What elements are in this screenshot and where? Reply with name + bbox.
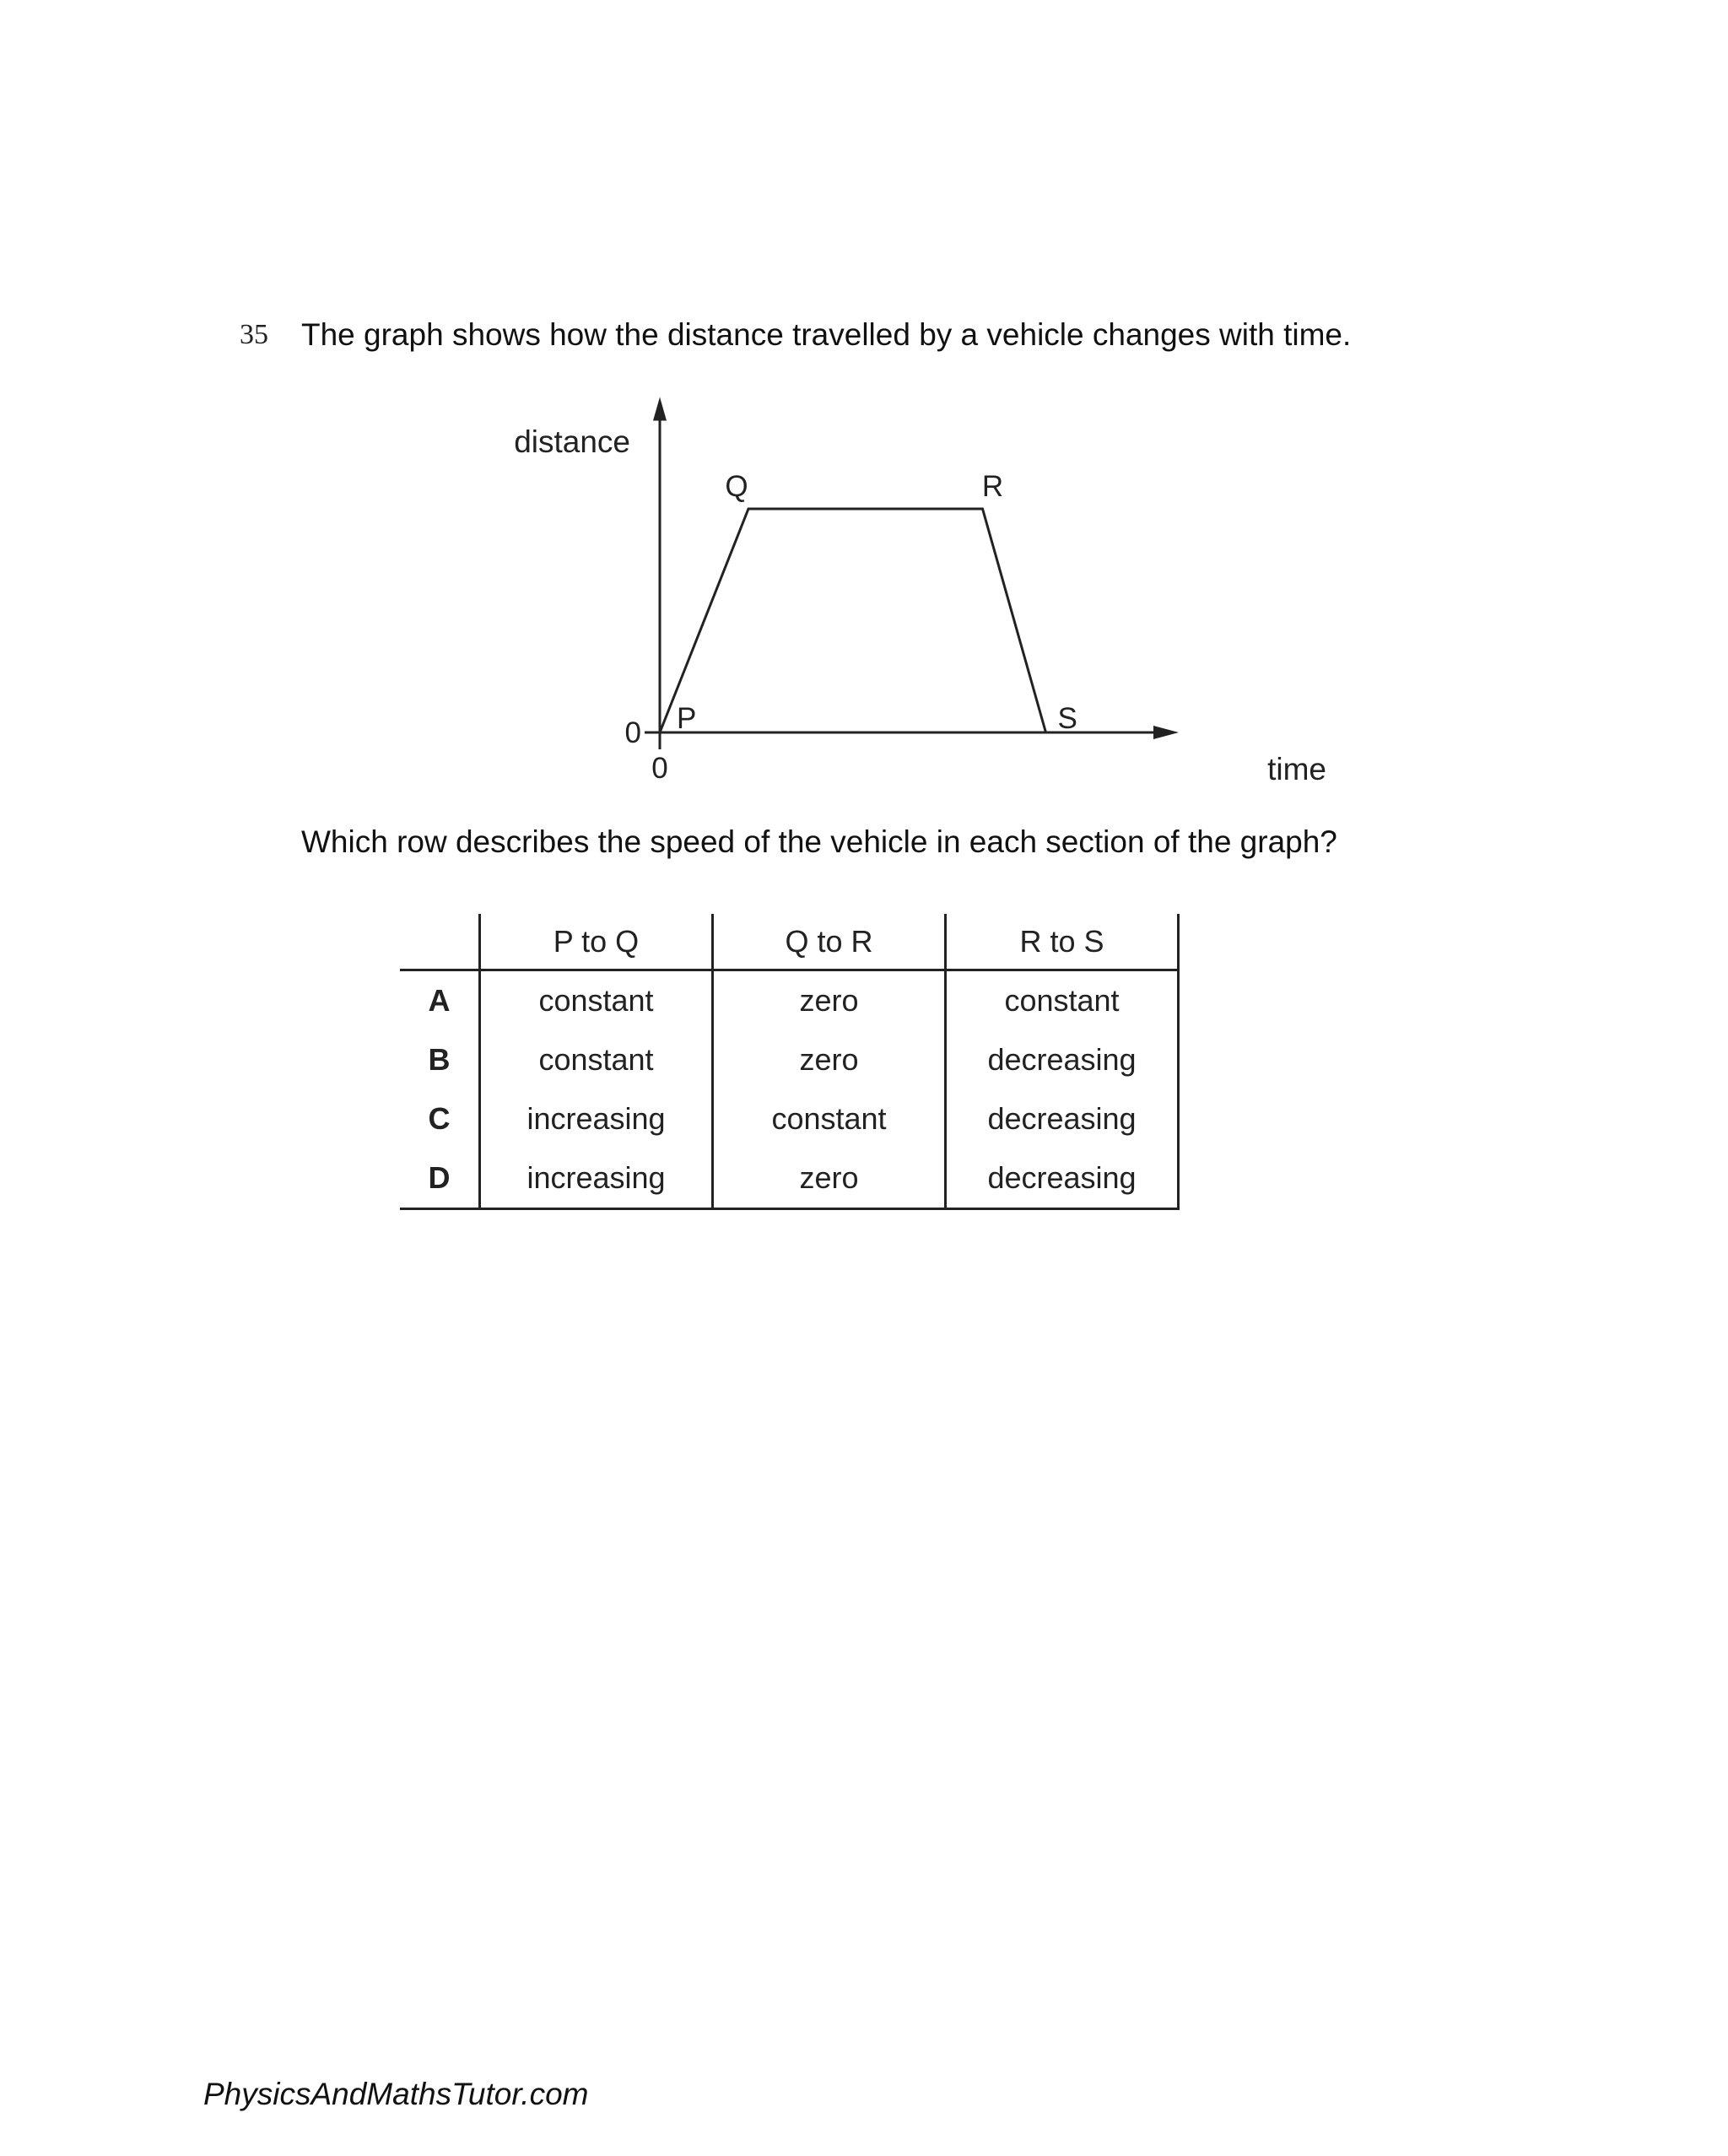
- table-cell: increasing: [480, 1089, 713, 1148]
- table-cell: constant: [480, 1030, 713, 1089]
- distance-time-graph: [0, 0, 1728, 810]
- table-cell: constant: [946, 970, 1179, 1031]
- distance-line: [660, 509, 1046, 732]
- table-row-a[interactable]: [400, 970, 1179, 1031]
- table-cell: zero: [713, 1030, 946, 1089]
- table-cell: zero: [713, 1148, 946, 1209]
- table-row-d[interactable]: [400, 1148, 1179, 1209]
- table-cell: constant: [480, 970, 713, 1031]
- answer-table: [400, 914, 1180, 1210]
- row-letter: A: [428, 983, 451, 1018]
- question-text: The graph shows how the distance travelled by a vehicle changes with time.: [301, 317, 1352, 352]
- header-cell-r-to-s: R to S: [946, 914, 1179, 970]
- point-label-s: S: [1057, 702, 1077, 735]
- table-cell: constant: [713, 1089, 946, 1148]
- table-row-b[interactable]: [400, 1030, 1179, 1089]
- y-tick-label: 0: [624, 716, 641, 749]
- x-tick-label: 0: [651, 752, 668, 785]
- row-letter: B: [428, 1042, 451, 1077]
- y-axis-label: distance: [514, 424, 630, 459]
- row-letter: C: [428, 1101, 451, 1136]
- question-number: 35: [240, 319, 268, 350]
- table-cell: decreasing: [946, 1030, 1179, 1089]
- table-cell: increasing: [480, 1148, 713, 1209]
- table-cell: zero: [713, 970, 946, 1031]
- question-prompt: Which row describes the speed of the vehicle in each section of the graph?: [301, 824, 1337, 859]
- header-cell-blank: [400, 914, 480, 970]
- footer-site-name: PhysicsAndMathsTutor.com: [203, 2077, 589, 2111]
- table-row-c[interactable]: [400, 1089, 1179, 1148]
- row-letter: D: [400, 1148, 480, 1209]
- header-cell-p-to-q: P to Q: [480, 914, 713, 970]
- x-axis-label: time: [1267, 752, 1326, 786]
- point-label-r: R: [981, 470, 1004, 503]
- header-cell-q-to-r: Q to R: [713, 914, 946, 970]
- x-axis-arrowhead: [1153, 726, 1179, 739]
- y-axis-arrowhead: [653, 397, 667, 421]
- point-label-p: P: [677, 702, 697, 735]
- table-cell: decreasing: [946, 1089, 1179, 1148]
- table-cell: decreasing: [946, 1148, 1179, 1209]
- point-label-q: Q: [725, 470, 748, 503]
- table-header-row: [400, 914, 1179, 970]
